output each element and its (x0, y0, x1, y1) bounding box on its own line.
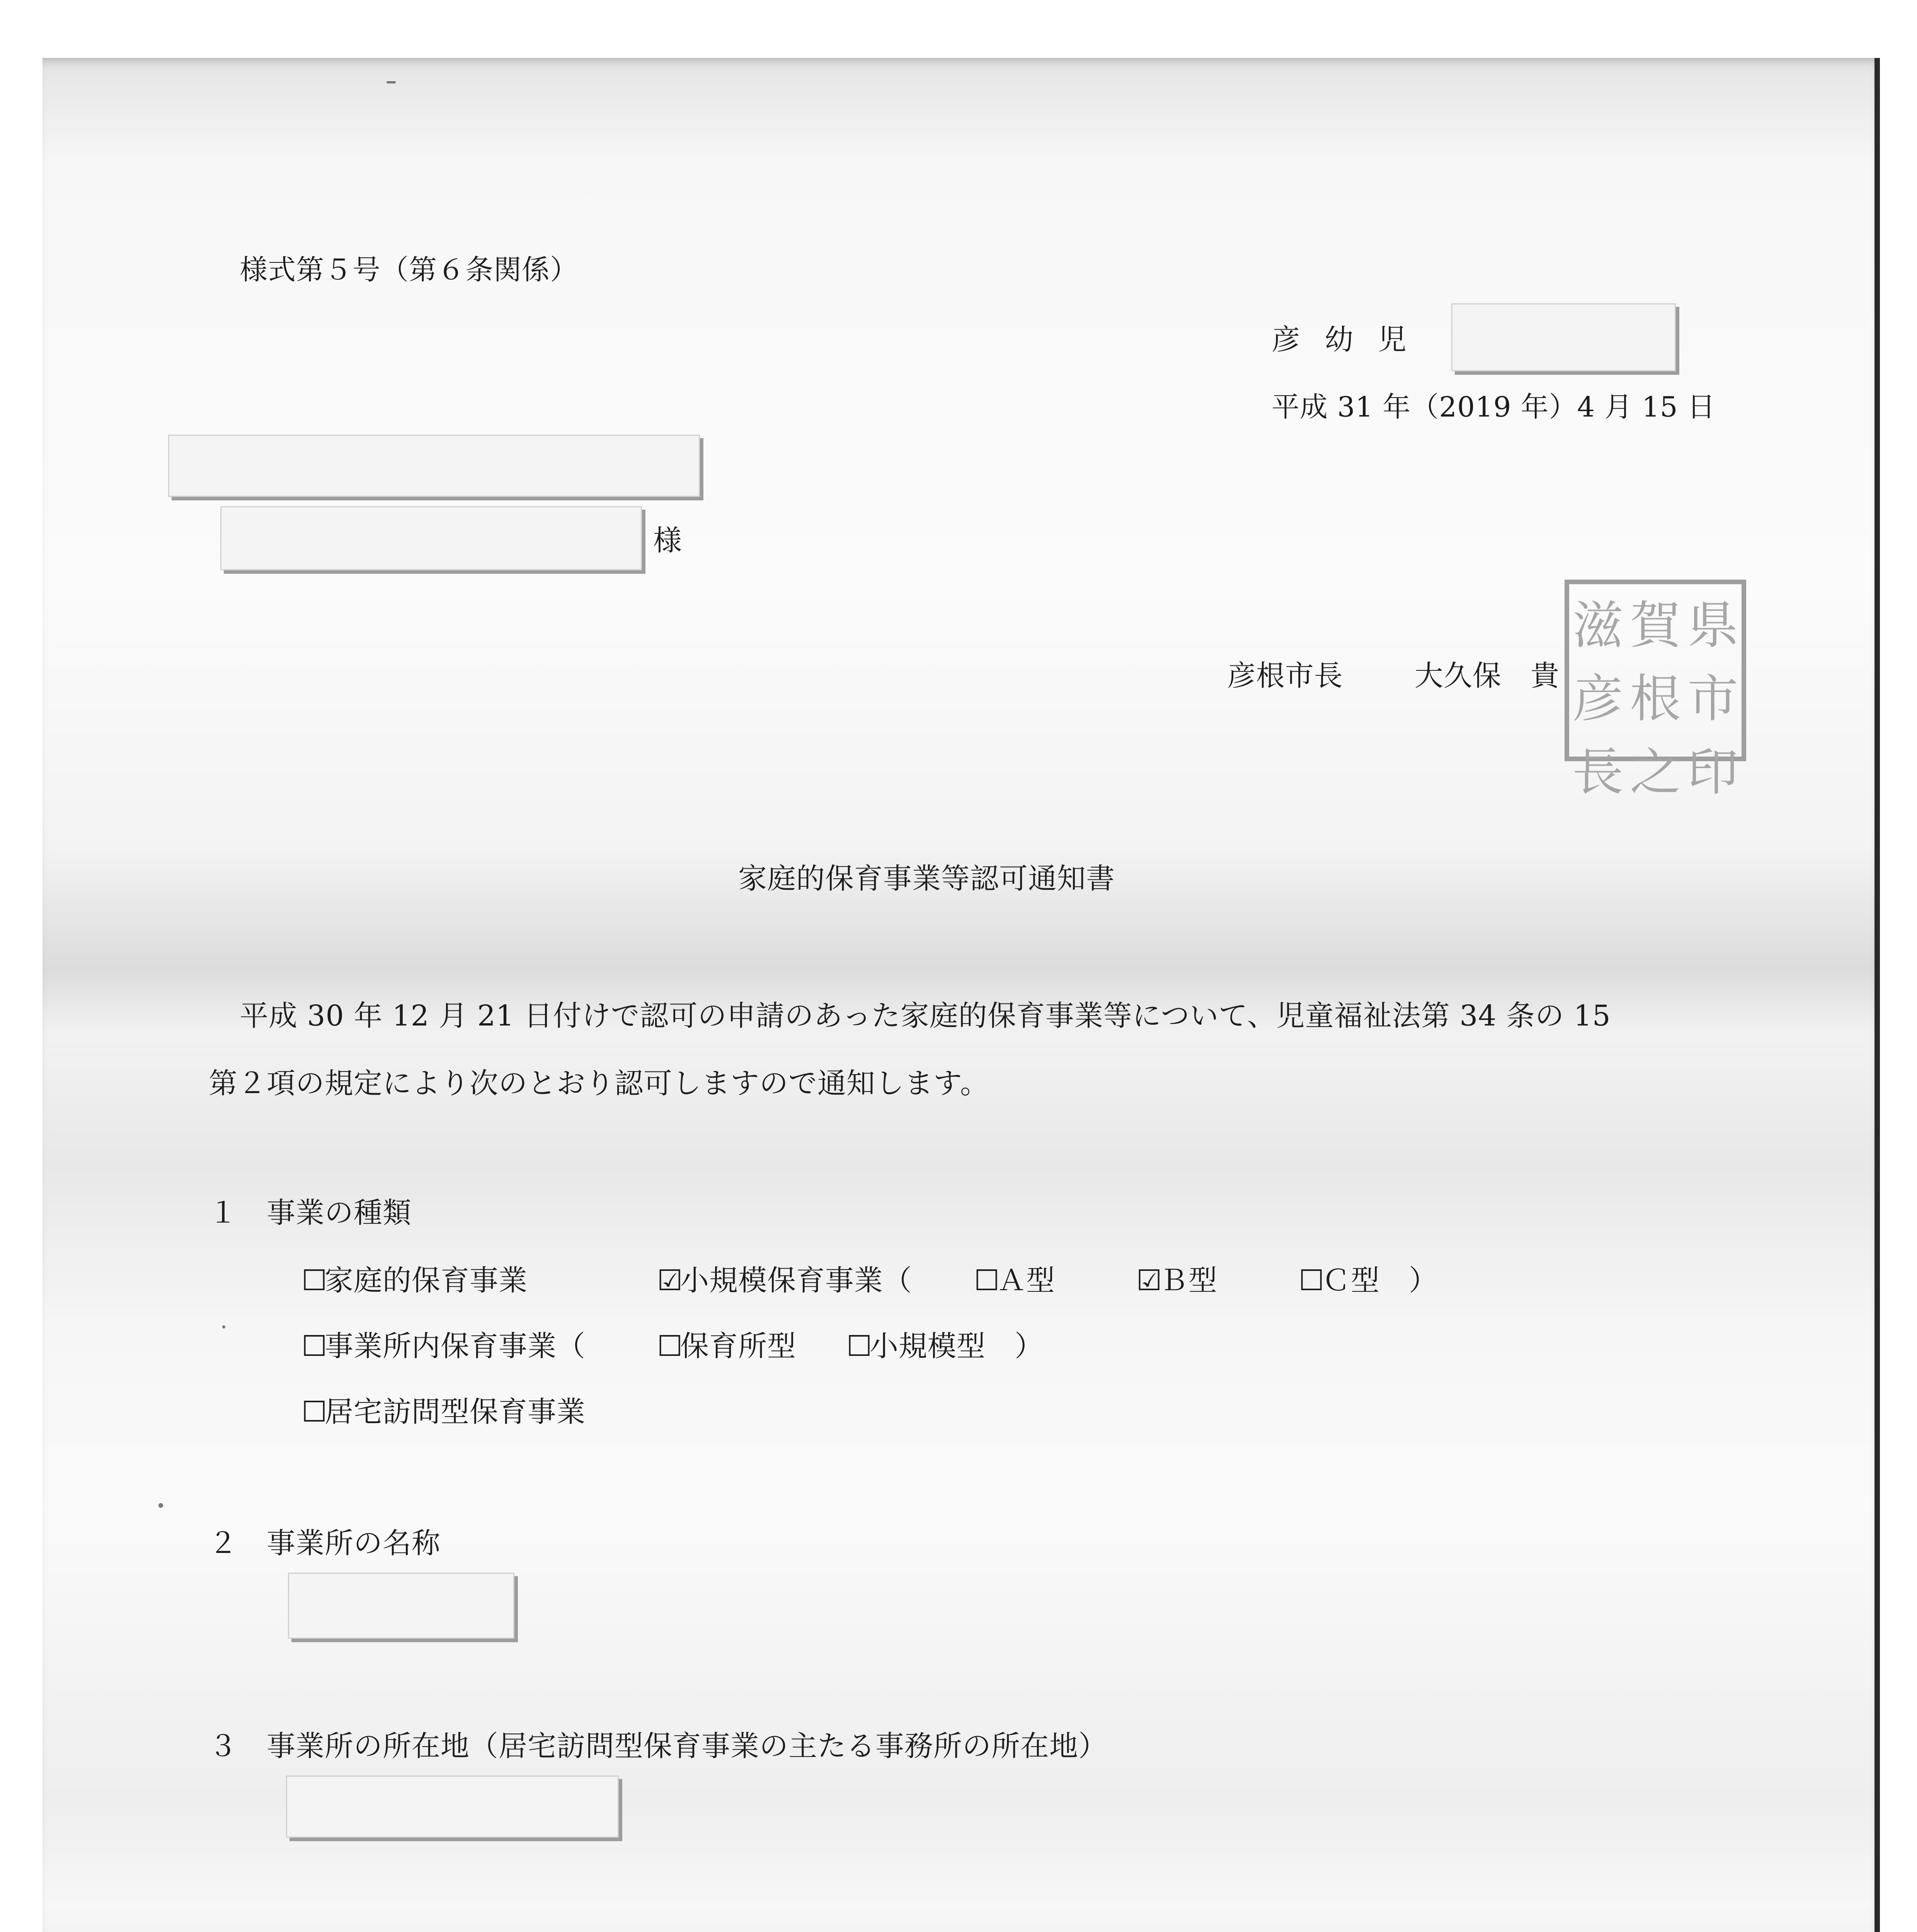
option-nursery-type (657, 1323, 796, 1364)
checkbox-type-a: ☐ (974, 1264, 1000, 1297)
issuer-name: 大久保 貴 (1415, 659, 1559, 692)
redacted-document-number (1451, 303, 1676, 371)
redacted-recipient-name (220, 506, 642, 570)
redacted-recipient-organization (168, 435, 700, 497)
option-type-c (1299, 1258, 1438, 1299)
checkbox-type-b: ☑ (1136, 1264, 1163, 1297)
document-title: 家庭的保育事業等認可通知書 (738, 862, 1115, 895)
seal-char: 県 (1687, 596, 1738, 655)
seal-char: 之 (1629, 743, 1681, 802)
scan-speck (386, 81, 396, 83)
option-label: Ｂ型 (1159, 1264, 1217, 1297)
redacted-facility-name (288, 1573, 514, 1639)
checkbox-small-type: ☐ (846, 1330, 873, 1363)
option-workplace (301, 1323, 586, 1364)
option-label: 家庭的保育事業 (325, 1264, 528, 1297)
seal-char: 市 (1687, 669, 1738, 729)
seal-char: 賀 (1629, 596, 1681, 655)
option-label: Ｃ型 ） (1322, 1264, 1438, 1297)
option-home-visit (301, 1389, 586, 1430)
option-label: Ａ型 (997, 1264, 1055, 1297)
option-family-daycare (301, 1258, 528, 1299)
form-number: 様式第５号（第６条関係） (240, 253, 579, 286)
option-type-a (974, 1258, 1055, 1299)
option-small-scale (657, 1258, 912, 1299)
section-1-title: １ 事業の種類 (209, 1196, 412, 1230)
option-label: 保育所型 (680, 1330, 796, 1363)
checkbox-family-daycare: ☐ (301, 1264, 328, 1297)
seal-char: 長 (1572, 743, 1624, 802)
document-number-prefix: 彦 幼 児 (1272, 323, 1415, 356)
checkbox-home-visit: ☐ (301, 1395, 328, 1429)
checkbox-workplace: ☐ (301, 1330, 328, 1363)
official-seal (1565, 580, 1746, 802)
scan-speck (222, 1325, 225, 1328)
section-4-title (209, 1928, 557, 1932)
scan-speck (158, 1503, 163, 1508)
option-type-b (1136, 1258, 1217, 1299)
issuer-title: 彦根市長 (1227, 659, 1343, 692)
recipient-suffix: 様 (653, 524, 682, 557)
section-3-title: ３ 事業所の所在地（居宅訪問型保育事業の主たる事務所の所在地） (209, 1730, 1107, 1763)
option-small-type (846, 1323, 1044, 1364)
section-2-title: ２ 事業所の名称 (209, 1527, 441, 1560)
body-line-1: 平成 30 年 12 月 21 日付けで認可の申請のあった家庭的保育事業等について、児童福祉法第 34 条の 15 (240, 999, 1611, 1032)
option-label: 事業所内保育事業（ (325, 1330, 586, 1363)
checkbox-small-scale: ☑ (657, 1264, 683, 1297)
checkbox-type-c: ☐ (1299, 1264, 1325, 1297)
seal-char: 滋 (1572, 596, 1624, 655)
option-label: 小規模型 ） (870, 1330, 1044, 1363)
option-label: 小規模保育事業（ (680, 1264, 912, 1297)
seal-char: 根 (1629, 669, 1681, 729)
body-line-2: 第２項の規定により次のとおり認可しますので通知します。 (209, 1067, 989, 1100)
redacted-facility-address (286, 1776, 619, 1838)
issue-date: 平成 31 年（2019 年）4 月 15 日 (1272, 391, 1716, 423)
seal-char: 彦 (1572, 669, 1624, 729)
option-label: 居宅訪問型保育事業 (325, 1395, 586, 1429)
checkbox-nursery-type: ☐ (657, 1330, 683, 1363)
seal-char: 印 (1687, 743, 1738, 802)
